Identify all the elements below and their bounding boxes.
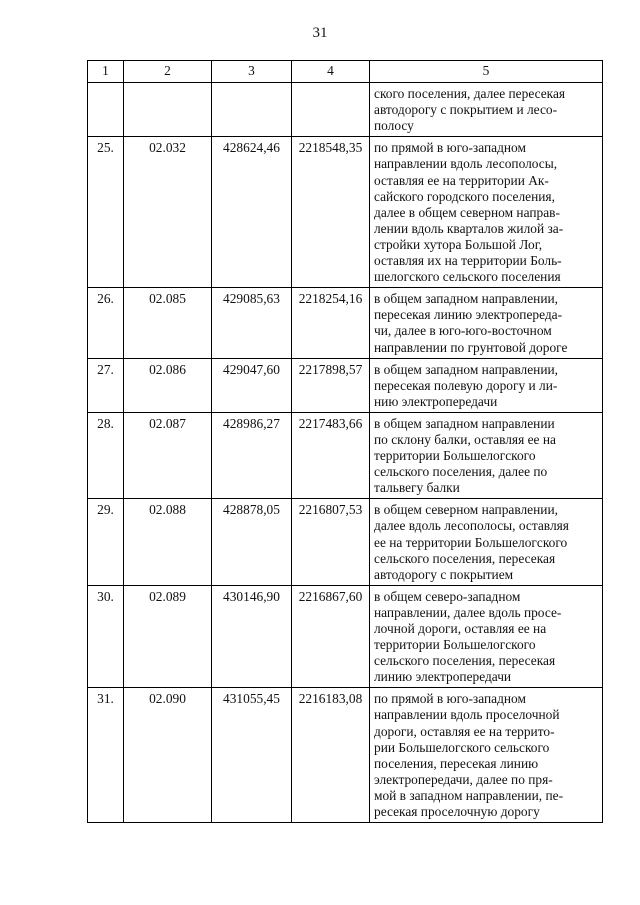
table-header-row bbox=[88, 61, 603, 83]
x-coordinate-cell: 429085,63 bbox=[212, 288, 292, 358]
table-row bbox=[88, 688, 603, 823]
point-code-cell bbox=[124, 83, 212, 137]
row-number-cell bbox=[88, 83, 124, 137]
column-header: 3 bbox=[212, 61, 292, 83]
description-cell bbox=[370, 83, 603, 137]
row-number-cell: 25. bbox=[88, 137, 124, 288]
table-row bbox=[88, 585, 603, 688]
description-text: ского поселения, далее пересекая автодорогу с покрытием и лесо- полосу bbox=[374, 86, 566, 134]
table-row bbox=[88, 288, 603, 358]
point-code-cell: 02.089 bbox=[124, 585, 212, 688]
y-coordinate-cell bbox=[292, 83, 370, 137]
y-coordinate-cell: 2216183,08 bbox=[292, 688, 370, 823]
row-number-cell: 28. bbox=[88, 412, 124, 498]
table-row bbox=[88, 358, 603, 412]
x-coordinate-cell: 428878,05 bbox=[212, 499, 292, 585]
description-text: по прямой в юго-западном направлении вдоль проселочной дороги, оставляя ее на террито- рии Большелогского сельского поселения, пересекая линию электропередачи, далее по пря- мой в западном направлении, пе- ресекая проселочную дорогу bbox=[374, 691, 564, 820]
description-cell bbox=[370, 137, 603, 288]
point-code-cell: 02.032 bbox=[124, 137, 212, 288]
column-header: 4 bbox=[292, 61, 370, 83]
point-code-cell: 02.087 bbox=[124, 412, 212, 498]
description-cell bbox=[370, 688, 603, 823]
row-number-cell: 29. bbox=[88, 499, 124, 585]
point-code-cell: 02.086 bbox=[124, 358, 212, 412]
description-cell bbox=[370, 288, 603, 358]
row-number-cell: 31. bbox=[88, 688, 124, 823]
point-code-cell: 02.090 bbox=[124, 688, 212, 823]
row-number-cell: 26. bbox=[88, 288, 124, 358]
description-text: в общем северо-западном направлении, далее вдоль просе- лочной дороги, оставляя ее на территории Большелогского сельского поселения, пересекая линию электропередачи bbox=[374, 588, 562, 685]
y-coordinate-cell: 2218548,35 bbox=[292, 137, 370, 288]
table-row bbox=[88, 83, 603, 137]
x-coordinate-cell bbox=[212, 83, 292, 137]
y-coordinate-cell: 2216867,60 bbox=[292, 585, 370, 688]
column-header: 1 bbox=[88, 61, 124, 83]
description-text: в общем северном направлении, далее вдоль лесополосы, оставляя ее на территории Большелогского сельского поселения, пересекая автодорогу с покрытием bbox=[374, 502, 569, 582]
y-coordinate-cell: 2217483,66 bbox=[292, 412, 370, 498]
column-header: 2 bbox=[124, 61, 212, 83]
point-code-cell: 02.085 bbox=[124, 288, 212, 358]
x-coordinate-cell: 428624,46 bbox=[212, 137, 292, 288]
description-cell bbox=[370, 412, 603, 498]
description-cell bbox=[370, 585, 603, 688]
column-header: 5 bbox=[370, 61, 603, 83]
y-coordinate-cell: 2217898,57 bbox=[292, 358, 370, 412]
y-coordinate-cell: 2218254,16 bbox=[292, 288, 370, 358]
description-text: в общем западном направлении, пересекая полевую дорогу и ли- нию электропередачи bbox=[374, 361, 559, 409]
table-row bbox=[88, 499, 603, 585]
y-coordinate-cell: 2216807,53 bbox=[292, 499, 370, 585]
table-row bbox=[88, 412, 603, 498]
description-cell bbox=[370, 358, 603, 412]
point-code-cell: 02.088 bbox=[124, 499, 212, 585]
row-number-cell: 30. bbox=[88, 585, 124, 688]
x-coordinate-cell: 428986,27 bbox=[212, 412, 292, 498]
table-row bbox=[88, 137, 603, 288]
page-number: 31 bbox=[312, 25, 328, 41]
row-number-cell: 27. bbox=[88, 358, 124, 412]
description-text: в общем западном направлении по склону балки, оставляя ее на территории Большелогского сельского поселения, далее по тальвегу балки bbox=[374, 415, 556, 496]
boundary-table bbox=[87, 60, 603, 823]
description-cell bbox=[370, 499, 603, 585]
x-coordinate-cell: 429047,60 bbox=[212, 358, 292, 412]
x-coordinate-cell: 431055,45 bbox=[212, 688, 292, 823]
description-text: в общем западном направлении, пересекая линию электропереда- чи, далее в юго-юго-восточном направлении по грунтовой дороге bbox=[374, 291, 568, 355]
description-text: по прямой в юго-западном направлении вдоль лесополосы, оставляя ее на территории Ак- сайского городского поселения, далее в общем северном направ- лении вдоль кварталов жилой за- стройки хутора Большой Лог, оставляя их на территории Боль- шелогского сельского поселения bbox=[374, 140, 564, 285]
x-coordinate-cell: 430146,90 bbox=[212, 585, 292, 688]
